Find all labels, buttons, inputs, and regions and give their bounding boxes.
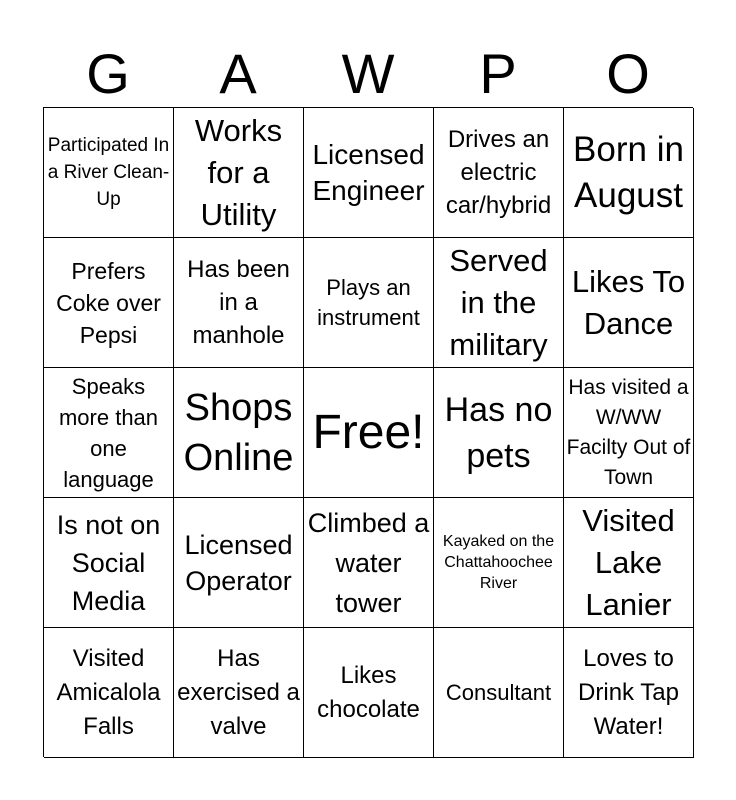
bingo-cell[interactable] [434,498,564,628]
cell-text: Climbed a water tower [307,507,430,618]
bingo-cell[interactable] [434,628,564,758]
bingo-board [43,107,693,757]
bingo-cell[interactable] [44,628,174,758]
cell-text: Kayaked on the Chattahoochee River [442,533,555,592]
cell-text: Visited Amicalola Falls [56,644,161,740]
bingo-cell[interactable] [304,628,434,758]
bingo-cell[interactable] [564,108,694,238]
bingo-header [43,40,693,108]
cell-text: Shops Online [183,386,294,479]
cell-text: Prefers Coke over Pepsi [56,257,161,348]
cell-text: Has been in a manhole [187,256,290,349]
bingo-cell[interactable] [44,238,174,368]
cell-text: Participated In a River Clean-Up [47,135,170,210]
free-space: Free! [312,405,425,459]
bingo-cell[interactable] [434,368,564,498]
bingo-cell[interactable] [564,498,694,628]
bingo-cell[interactable] [174,108,304,238]
cell-text: Licensed Engineer [312,138,425,206]
cell-text: Works for a Utility [194,112,283,232]
header-letter-g: G [86,42,130,105]
cell-text: Likes chocolate [317,661,420,723]
cell-text: Has exercised a valve [177,644,300,740]
bingo-cell[interactable] [304,368,434,498]
cell-text: Consultant [445,679,552,705]
bingo-cell[interactable] [434,108,564,238]
cell-text: Likes To Dance [571,263,686,341]
header-letter-p: P [479,42,517,105]
bingo-cell[interactable] [304,108,434,238]
cell-text: Born in August [573,129,684,215]
bingo-cell[interactable] [564,238,694,368]
bingo-cell[interactable] [174,628,304,758]
cell-text: Has no pets [444,390,553,475]
bingo-cell[interactable] [44,108,174,238]
bingo-cell[interactable] [44,368,174,498]
bingo-cell[interactable] [174,368,304,498]
bingo-cell[interactable] [564,628,694,758]
cell-text: Visited Lake Lanier [582,502,675,622]
cell-text: Loves to Drink Tap Water! [578,644,679,740]
bingo-cell[interactable] [44,498,174,628]
header-letter-w: W [341,42,395,105]
cell-text: Drives an electric car/hybrid [445,126,552,219]
cell-text: Speaks more than one language [58,373,159,492]
bingo-cell[interactable] [304,238,434,368]
cell-text: Plays an instrument [317,274,420,330]
bingo-cell[interactable] [434,238,564,368]
bingo-cell[interactable] [564,368,694,498]
bingo-cell[interactable] [174,498,304,628]
cell-text: Licensed Operator [184,529,293,596]
cell-text: Has visited a W/WW Facilty Out of Town [566,375,691,489]
cell-text: Is not on Social Media [56,509,161,616]
bingo-cell[interactable] [174,238,304,368]
cell-text: Served in the military [449,242,548,362]
bingo-cell[interactable] [304,498,434,628]
header-letter-a: A [219,42,257,105]
header-letter-o: O [606,42,650,105]
